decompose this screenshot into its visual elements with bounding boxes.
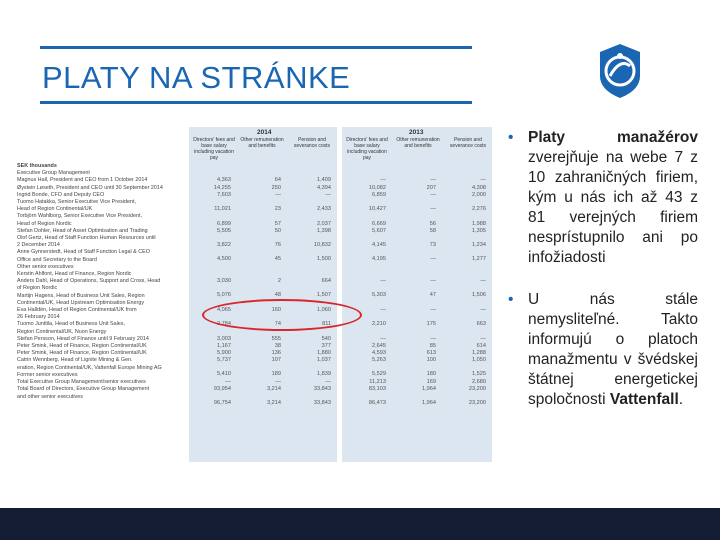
table-cell <box>342 285 386 292</box>
table-cell <box>392 328 436 335</box>
table-cell <box>442 213 486 220</box>
bullet-2-text: U nás stále nemysliteľné. Takto informujú o platoch manažmentu v švédskej štátnej energetickej spoločnosti <box>528 291 698 408</box>
table-cell: 47 <box>429 292 436 299</box>
table-cell: 2 <box>277 278 281 284</box>
table-cell: 6,859 <box>372 191 386 198</box>
table-cell <box>392 285 436 292</box>
table-cell: 3,214 <box>267 385 281 392</box>
table-cell: 45 <box>274 256 281 263</box>
value-column-1 <box>187 163 231 407</box>
table-row-label: Torbjörn Wahlborg, Senior Executive Vice President, <box>17 213 142 220</box>
table-cell: 1,050 <box>472 357 486 364</box>
table-cell <box>442 264 486 271</box>
table-cell: 1,234 <box>472 242 486 249</box>
table-cell <box>287 213 331 220</box>
year-2014-label: 2014 <box>257 129 272 136</box>
table-cell: 1,277 <box>472 256 486 263</box>
table-cell <box>237 235 281 242</box>
bullet-2-tail: . <box>678 391 684 408</box>
table-cell <box>187 285 231 292</box>
footer-bar <box>0 508 720 540</box>
table-cell: 107 <box>271 357 281 364</box>
table-cell <box>237 213 281 220</box>
table-cell: 73 <box>429 242 436 249</box>
table-cell <box>392 364 436 371</box>
table-cell <box>392 271 436 278</box>
value-column-3 <box>287 163 331 407</box>
table-cell: — <box>430 306 436 313</box>
table-cell: 3,822 <box>217 242 231 249</box>
table-row-label: Continental/UK, Head Upstream Optimisation Energy <box>17 299 145 306</box>
table-cell <box>237 170 281 177</box>
table-row-label: Eva Halldén, Head of Region Continental/UK from <box>17 307 137 314</box>
y2014-col-header-1: Directors' fees and base salary including vacation pay <box>193 137 235 161</box>
table-cell: 540 <box>321 335 331 342</box>
table-cell <box>287 249 331 256</box>
table-cell <box>287 364 331 371</box>
table-cell <box>392 170 436 177</box>
table-row-label: and other senior executives <box>17 393 83 400</box>
table-cell: — <box>430 191 436 198</box>
table-cell: 6,899 <box>217 220 231 227</box>
table-cell: 1,988 <box>472 220 486 227</box>
table-cell <box>342 249 386 256</box>
table-row-label: Total Board of Directors, Executive Group Management <box>17 386 150 393</box>
table-cell: 50 <box>274 227 281 234</box>
table-cell <box>442 328 486 335</box>
table-cell: 250 <box>271 184 281 191</box>
table-cell <box>342 393 386 400</box>
table-cell: — <box>430 335 436 342</box>
table-cell <box>287 285 331 292</box>
table-cell: — <box>480 177 486 184</box>
table-cell: 4,394 <box>317 184 331 191</box>
table-cell <box>442 170 486 177</box>
table-cell <box>392 264 436 271</box>
table-cell: 2,680 <box>472 378 486 385</box>
table-cell <box>342 235 386 242</box>
table-cell: 614 <box>476 342 486 349</box>
table-cell <box>392 300 436 307</box>
table-row-label: Ingrid Bonde, CFO and Deputy CEO <box>17 191 105 198</box>
y2013-col-header-1: Directors' fees and base salary including vacation pay <box>346 137 388 161</box>
table-cell: 48 <box>274 292 281 299</box>
table-row-label: Stefan Dohler, Head of Asset Optimisation and Trading <box>17 227 148 234</box>
executive-names-column <box>17 163 187 401</box>
table-cell: 1,507 <box>317 292 331 299</box>
table-cell <box>392 235 436 242</box>
table-cell: 83,103 <box>368 385 386 392</box>
title-rule-top <box>40 46 472 49</box>
table-cell <box>237 264 281 271</box>
table-row-label: Kerstin Ahlfont, Head of Finance, Region Nordic <box>17 271 132 278</box>
table-cell <box>187 199 231 206</box>
table-cell: 811 <box>322 321 331 328</box>
table-cell: 663 <box>476 321 486 328</box>
bullet-list <box>508 128 698 410</box>
y2014-col-header-2: Other remuneration and benefits <box>240 137 284 149</box>
table-cell: — <box>380 335 386 342</box>
table-cell <box>442 300 486 307</box>
table-cell: 58 <box>429 227 436 234</box>
table-cell <box>237 271 281 278</box>
table-cell <box>342 170 386 177</box>
table-cell: 207 <box>426 184 436 191</box>
table-cell <box>287 199 331 206</box>
table-cell <box>342 199 386 206</box>
table-row-label: Stefan Persson, Head of Finance until 9 February 2014 <box>17 335 149 342</box>
bullet-1-bold: Platy manažérov <box>528 129 698 146</box>
table-cell: — <box>430 278 436 284</box>
table-cell: 1,398 <box>317 227 331 234</box>
table-row-label: 26 February 2014 <box>17 314 60 321</box>
table-cell <box>342 213 386 220</box>
table-row-label: Executive Group Management <box>17 170 90 177</box>
table-cell <box>342 328 386 335</box>
table-cell: 1,060 <box>317 306 331 313</box>
table-cell: 3,214 <box>267 400 281 407</box>
table-cell: — <box>380 177 386 184</box>
table-cell <box>287 393 331 400</box>
table-cell: 664 <box>321 278 331 284</box>
table-cell: — <box>380 278 386 284</box>
table-cell <box>287 264 331 271</box>
table-cell: 5,303 <box>372 292 386 299</box>
table-cell <box>442 364 486 371</box>
table-row-label: Catrin Wennberg, Head of Lignite Mining & Gen. <box>17 357 133 364</box>
table-cell: 613 <box>426 349 436 356</box>
table-row-label: Other senior executives <box>17 263 74 270</box>
table-cell: 1,500 <box>317 256 331 263</box>
table-cell: — <box>275 378 281 385</box>
table-cell <box>442 314 486 321</box>
table-cell: 57 <box>274 220 281 227</box>
table-cell: 1,167 <box>217 342 231 349</box>
table-row-label: Head of Region Nordic <box>17 220 72 227</box>
table-cell: 1,839 <box>317 371 331 378</box>
table-cell: 96,754 <box>213 400 231 407</box>
table-cell: — <box>430 177 436 184</box>
value-column-2 <box>237 163 281 407</box>
table-cell: 160 <box>271 306 281 313</box>
table-cell <box>442 393 486 400</box>
table-row-label: Peter Smink, Head of Finance, Region Continental/UK <box>17 350 147 357</box>
table-cell: 64 <box>274 177 281 184</box>
table-row-label: Tuomo Hatakka, Senior Executive Vice President, <box>17 199 136 206</box>
table-cell <box>187 170 231 177</box>
table-cell: 555 <box>271 335 281 342</box>
table-cell: 169 <box>426 378 436 385</box>
table-cell: 1,506 <box>472 292 486 299</box>
table-cell: 5,737 <box>217 357 231 364</box>
table-cell <box>392 249 436 256</box>
table-cell: 11,213 <box>369 378 386 385</box>
table-cell <box>187 235 231 242</box>
table-cell: 23,200 <box>468 385 486 392</box>
table-row-label: Former senior executives <box>17 371 78 378</box>
table-row-label: Office and Secretary to the Board <box>17 256 97 263</box>
globe-circle-logo-icon <box>596 42 644 100</box>
y2013-col-header-3: Pension and severance costs <box>449 137 487 149</box>
table-cell: 93,954 <box>213 385 231 392</box>
value-column-4 <box>342 163 386 407</box>
table-cell: 33,843 <box>313 385 331 392</box>
table-cell <box>187 271 231 278</box>
title-rule-bottom <box>40 101 472 104</box>
table-cell: 10,832 <box>313 242 331 249</box>
table-row-label: Anne Gynnerstedt, Head of Staff Function Legal & CEO <box>17 249 150 256</box>
table-cell: 10,082 <box>368 184 386 191</box>
y2013-col-header-2: Other remuneration and benefits <box>396 137 440 149</box>
table-cell: 6,669 <box>372 220 386 227</box>
year-2013-label: 2013 <box>409 129 424 136</box>
table-cell: 1,409 <box>317 177 331 184</box>
table-cell <box>442 249 486 256</box>
table-cell: 3,003 <box>217 335 231 342</box>
table-cell <box>237 364 281 371</box>
table-cell: 23 <box>274 206 281 213</box>
table-cell: 1,964 <box>422 400 436 407</box>
table-cell <box>187 328 231 335</box>
table-cell: 4,308 <box>472 184 486 191</box>
bullet-item-1 <box>508 128 698 268</box>
table-cell: 2,210 <box>372 321 386 328</box>
bullet-dot-icon: • <box>508 291 514 308</box>
table-cell: 5,607 <box>372 227 386 234</box>
table-cell: 377 <box>321 342 331 349</box>
table-cell: 5,263 <box>372 357 386 364</box>
table-row-label: Tuomo Junttila, Head of Business Unit Sales, <box>17 321 125 328</box>
table-cell: 10,427 <box>368 206 386 213</box>
table-cell <box>237 249 281 256</box>
table-cell: 5,505 <box>217 227 231 234</box>
table-cell: 1,305 <box>472 227 486 234</box>
table-row-label: Øystein Løseth, President and CEO until 30 September 2014 <box>17 184 163 191</box>
table-row-label: 2 December 2014 <box>17 242 60 249</box>
salary-table-image <box>17 127 492 462</box>
bullet-item-2 <box>508 290 698 410</box>
table-cell <box>442 271 486 278</box>
table-cell: 11,021 <box>214 206 231 213</box>
table-cell: — <box>275 191 281 198</box>
table-cell: 2,037 <box>317 220 331 227</box>
bullet-1-text: zverejňuje na webe 7 z 10 zahraničných firiem, kým u nás ich až 43 z 81 verejných firiem nesprístupnilo ani po infožiadosti <box>528 149 698 266</box>
table-row-label: Martijn Hagens, Head of Business Unit Sales, Region <box>17 292 145 299</box>
y2014-col-header-3: Pension and severance costs <box>293 137 331 149</box>
table-cell: — <box>430 206 436 213</box>
table-cell: 1,037 <box>317 357 331 364</box>
table-cell: 1,525 <box>472 371 486 378</box>
table-cell: 14,255 <box>213 184 231 191</box>
table-cell <box>442 285 486 292</box>
table-cell <box>237 285 281 292</box>
table-cell: 1,288 <box>472 349 486 356</box>
section-label: SEK thousands <box>17 163 57 169</box>
table-cell <box>287 235 331 242</box>
table-cell: 2,276 <box>472 206 486 213</box>
table-cell: 33,843 <box>313 400 331 407</box>
table-row-label: Region Continental/UK, Nuon Energy <box>17 328 107 335</box>
table-cell <box>187 213 231 220</box>
table-cell <box>392 213 436 220</box>
table-row-label: Peter Smink, Head of Finance, Region Continental/UK <box>17 343 147 350</box>
table-cell <box>342 264 386 271</box>
table-cell: — <box>325 378 331 385</box>
table-cell <box>187 249 231 256</box>
table-cell: 7,603 <box>217 191 231 198</box>
table-cell <box>342 271 386 278</box>
table-cell: 5,900 <box>217 349 231 356</box>
table-cell: 2,645 <box>372 342 386 349</box>
table-cell <box>237 199 281 206</box>
table-cell: 74 <box>274 321 281 328</box>
table-cell: 23,200 <box>468 400 486 407</box>
table-cell: 1,880 <box>317 349 331 356</box>
table-cell: 4,145 <box>372 242 386 249</box>
table-row-label: Total Executive Group Management/senior executives <box>17 379 146 386</box>
table-cell: 4,500 <box>217 256 231 263</box>
table-cell: 4,065 <box>217 306 231 313</box>
value-column-6 <box>442 163 486 407</box>
table-cell <box>392 393 436 400</box>
table-cell: 4,363 <box>217 177 231 184</box>
table-cell: 5,076 <box>217 292 231 299</box>
table-cell: — <box>480 278 486 284</box>
table-cell: 4,195 <box>372 256 386 263</box>
table-cell: 38 <box>274 342 281 349</box>
table-cell <box>392 199 436 206</box>
table-cell: 189 <box>271 371 281 378</box>
table-cell <box>287 271 331 278</box>
table-cell: 5,529 <box>372 371 386 378</box>
table-row-label: Anders Dahl, Head of Operations, Support and Cross, Head <box>17 278 161 285</box>
table-cell: 136 <box>271 349 281 356</box>
highlight-circle <box>202 299 362 331</box>
table-cell <box>442 199 486 206</box>
table-cell: — <box>380 306 386 313</box>
table-cell <box>287 170 331 177</box>
table-cell: 85 <box>429 342 436 349</box>
table-cell: 2,433 <box>317 206 331 213</box>
table-cell <box>237 393 281 400</box>
table-cell <box>392 314 436 321</box>
table-cell: 175 <box>426 321 436 328</box>
table-row-label: Head of Region Continental/UK <box>17 206 93 213</box>
table-cell: 56 <box>429 220 436 227</box>
slide-title: PLATY NA STRÁNKE <box>42 60 351 95</box>
table-cell: 86,473 <box>368 400 386 407</box>
table-cell: 1,964 <box>422 385 436 392</box>
table-cell <box>187 264 231 271</box>
bullet-dot-icon: • <box>508 129 514 146</box>
table-cell <box>187 393 231 400</box>
table-cell: 2,784 <box>217 321 231 328</box>
value-column-5 <box>392 163 436 407</box>
table-cell: — <box>225 378 231 385</box>
table-row-label: Magnus Hall, President and CEO from 1 October 2014 <box>17 177 148 184</box>
table-cell: 3,030 <box>217 278 231 284</box>
table-row-label: Olof Gertz, Head of Staff Function Human Resources until <box>17 235 156 242</box>
table-cell: 2,000 <box>472 191 486 198</box>
table-cell: 5,410 <box>217 371 231 378</box>
table-cell: 76 <box>274 242 281 249</box>
table-row-label: of Region Nordic <box>17 285 58 292</box>
table-cell: — <box>480 306 486 313</box>
table-cell <box>442 235 486 242</box>
table-cell: 180 <box>426 371 436 378</box>
bullet-2-bold: Vattenfall <box>609 391 679 408</box>
table-cell: — <box>430 256 436 263</box>
table-cell <box>342 364 386 371</box>
table-cell: — <box>480 335 486 342</box>
table-cell <box>187 364 231 371</box>
table-cell: 4,593 <box>372 349 386 356</box>
table-cell: 100 <box>426 357 436 364</box>
table-cell: — <box>325 191 331 198</box>
table-row-label: eration, Region Continental/UK, Vattenfall Europe Mining AG <box>17 364 162 371</box>
